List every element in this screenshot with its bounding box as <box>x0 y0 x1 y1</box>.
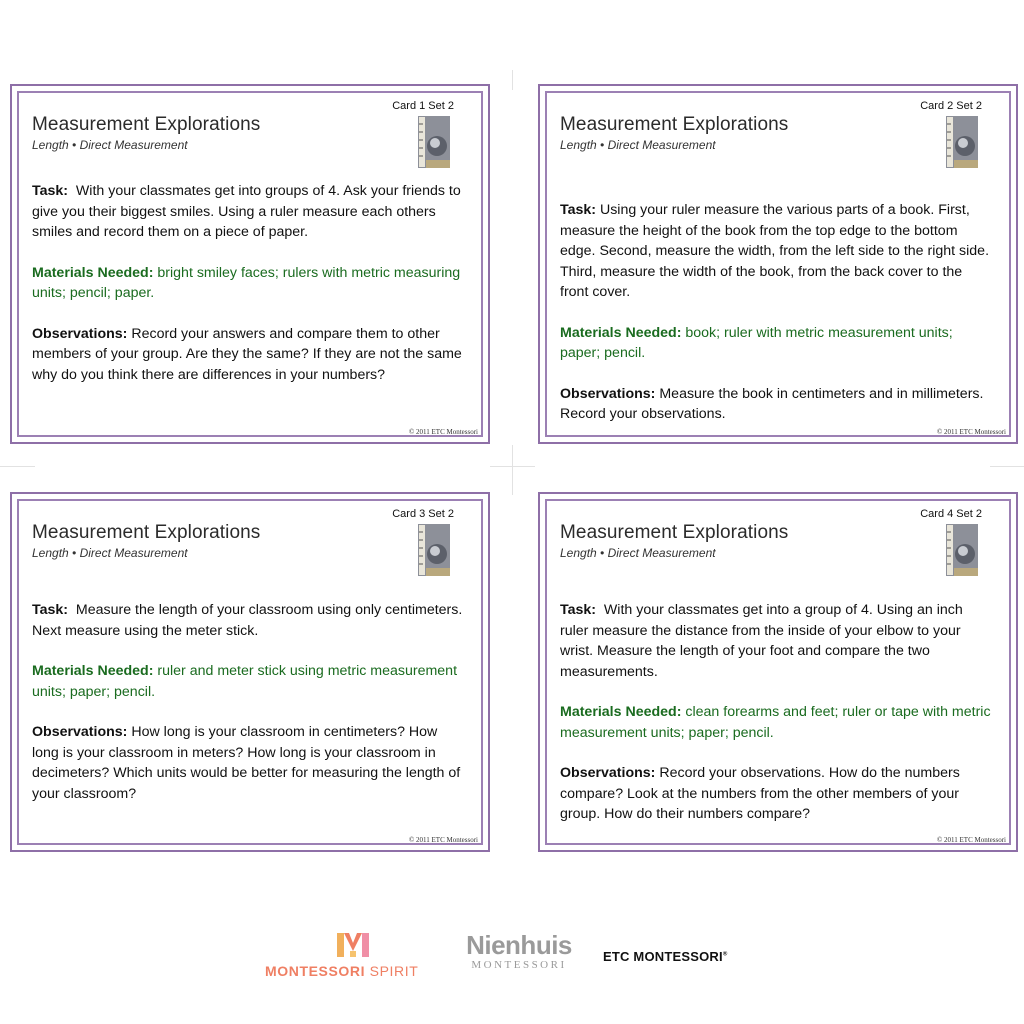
montessori-spirit-mark-icon <box>337 931 369 957</box>
copyright-note: © 2011 ETC Montessori <box>936 428 1006 436</box>
brand-logos <box>0 925 1024 985</box>
cut-guide-vertical-top <box>512 70 513 90</box>
observations-text: How long is your classroom in centimeters? How long is your classroom in meters? How long is your classroom in decimeters? Which units would be better for measuring the length of your classroom? <box>32 724 461 802</box>
materials-text: book; ruler with metric measurement units; paper; pencil. <box>560 324 953 361</box>
materials-label: Materials Needed: <box>560 704 682 720</box>
task-label: Task: <box>32 602 69 618</box>
task-text: With your classmates get into a group of 4. Using an inch ruler measure the distance from the inside of your elbow to your wrist. Measure the length of your foot and compare the two measurements. <box>560 602 963 680</box>
task-text: Measure the length of your classroom using only centimeters. Next measure using the meter stick. <box>32 602 463 639</box>
materials-text: ruler and meter stick using metric measurement units; paper; pencil. <box>32 663 458 700</box>
montessori-spirit-light: SPIRIT <box>369 963 419 979</box>
card-title: Measurement Explorations <box>32 522 261 543</box>
activity-card-4 <box>538 492 1018 852</box>
card-body <box>560 200 994 445</box>
materials-section <box>560 702 994 743</box>
card-body <box>32 181 466 405</box>
ruler-photo-icon <box>946 524 978 576</box>
nienhuis-logo <box>464 931 574 971</box>
cut-guide-vertical-mid <box>512 445 513 495</box>
montessori-spirit-wordmark <box>265 963 418 979</box>
observations-section <box>560 384 994 425</box>
cut-guide-horizontal-mid <box>490 466 535 467</box>
observations-section <box>32 324 466 386</box>
task-section <box>560 600 994 682</box>
task-section <box>32 600 466 641</box>
task-section <box>32 181 466 243</box>
cut-guide-horizontal-left <box>0 466 35 467</box>
activity-card-3 <box>10 492 490 852</box>
task-section <box>560 200 994 303</box>
registered-mark: ® <box>722 951 728 958</box>
card-label: Card 4 Set 2 <box>920 508 982 520</box>
observations-section <box>560 763 994 825</box>
card-label: Card 1 Set 2 <box>392 100 454 112</box>
observations-label: Observations: <box>560 765 656 781</box>
observations-label: Observations: <box>560 385 656 402</box>
ruler-photo-icon <box>946 116 978 168</box>
montessori-spirit-bold: MONTESSORI <box>265 963 366 979</box>
card-label: Card 3 Set 2 <box>392 508 454 520</box>
activity-card-1 <box>10 84 490 444</box>
materials-section <box>32 263 466 304</box>
task-label: Task: <box>32 183 69 199</box>
copyright-note: © 2011 ETC Montessori <box>936 836 1006 844</box>
materials-label: Materials Needed: <box>560 324 682 341</box>
card-title: Measurement Explorations <box>32 114 261 135</box>
card-title: Measurement Explorations <box>560 114 789 135</box>
observations-text: Record your answers and compare them to other members of your group. Are they the same? If they are not the same why do you think there are differences in your numbers? <box>32 325 462 383</box>
cut-guide-horizontal-right <box>990 466 1024 467</box>
card-label: Card 2 Set 2 <box>920 100 982 112</box>
copyright-note: © 2011 ETC Montessori <box>408 836 478 844</box>
observations-text: Record your observations. How do the numbers compare? Look at the numbers from the other members of your group. How do their numbers compare? <box>560 765 960 822</box>
etc-montessori-logo <box>603 949 727 964</box>
observations-text: Measure the book in centimeters and in millimeters. Record your observations. <box>560 385 984 422</box>
card-body <box>560 600 994 845</box>
observations-label: Observations: <box>32 325 128 342</box>
observations-section <box>32 722 466 804</box>
observations-label: Observations: <box>32 724 128 740</box>
ruler-photo-icon <box>418 524 450 576</box>
task-text: With your classmates get into groups of 4. Ask your friends to give you their biggest smiles. Using a ruler measure each others smiles and record them on a piece of paper. <box>32 183 461 240</box>
nienhuis-wordmark: Nienhuis <box>466 930 572 960</box>
card-subtitle: Length • Direct Measurement <box>32 138 188 152</box>
ruler-photo-icon <box>418 116 450 168</box>
etc-montessori-wordmark: ETC MONTESSORI <box>603 949 723 964</box>
materials-text: clean forearms and feet; ruler or tape with metric measurement units; paper; pencil. <box>560 704 991 741</box>
materials-text: bright smiley faces; rulers with metric measuring units; pencil; paper. <box>32 264 461 301</box>
task-text: Using your ruler measure the various parts of a book. First, measure the height of the book from the top edge to the bottom edge. Second, measure the width, from the left side to the right side. Third, measure the width of the book, from the back cover to the front cover. <box>560 202 990 300</box>
materials-label: Materials Needed: <box>32 663 154 679</box>
card-title: Measurement Explorations <box>560 522 789 543</box>
copyright-note: © 2011 ETC Montessori <box>408 428 478 436</box>
materials-section <box>560 323 994 364</box>
materials-section <box>32 661 466 702</box>
card-subtitle: Length • Direct Measurement <box>560 138 716 152</box>
materials-label: Materials Needed: <box>32 264 154 281</box>
card-subtitle: Length • Direct Measurement <box>32 546 188 560</box>
task-label: Task: <box>560 602 597 618</box>
nienhuis-subtitle: MONTESSORI <box>471 959 567 971</box>
card-subtitle: Length • Direct Measurement <box>560 546 716 560</box>
task-label: Task: <box>560 202 597 218</box>
activity-card-2 <box>538 84 1018 444</box>
card-body <box>32 600 466 824</box>
